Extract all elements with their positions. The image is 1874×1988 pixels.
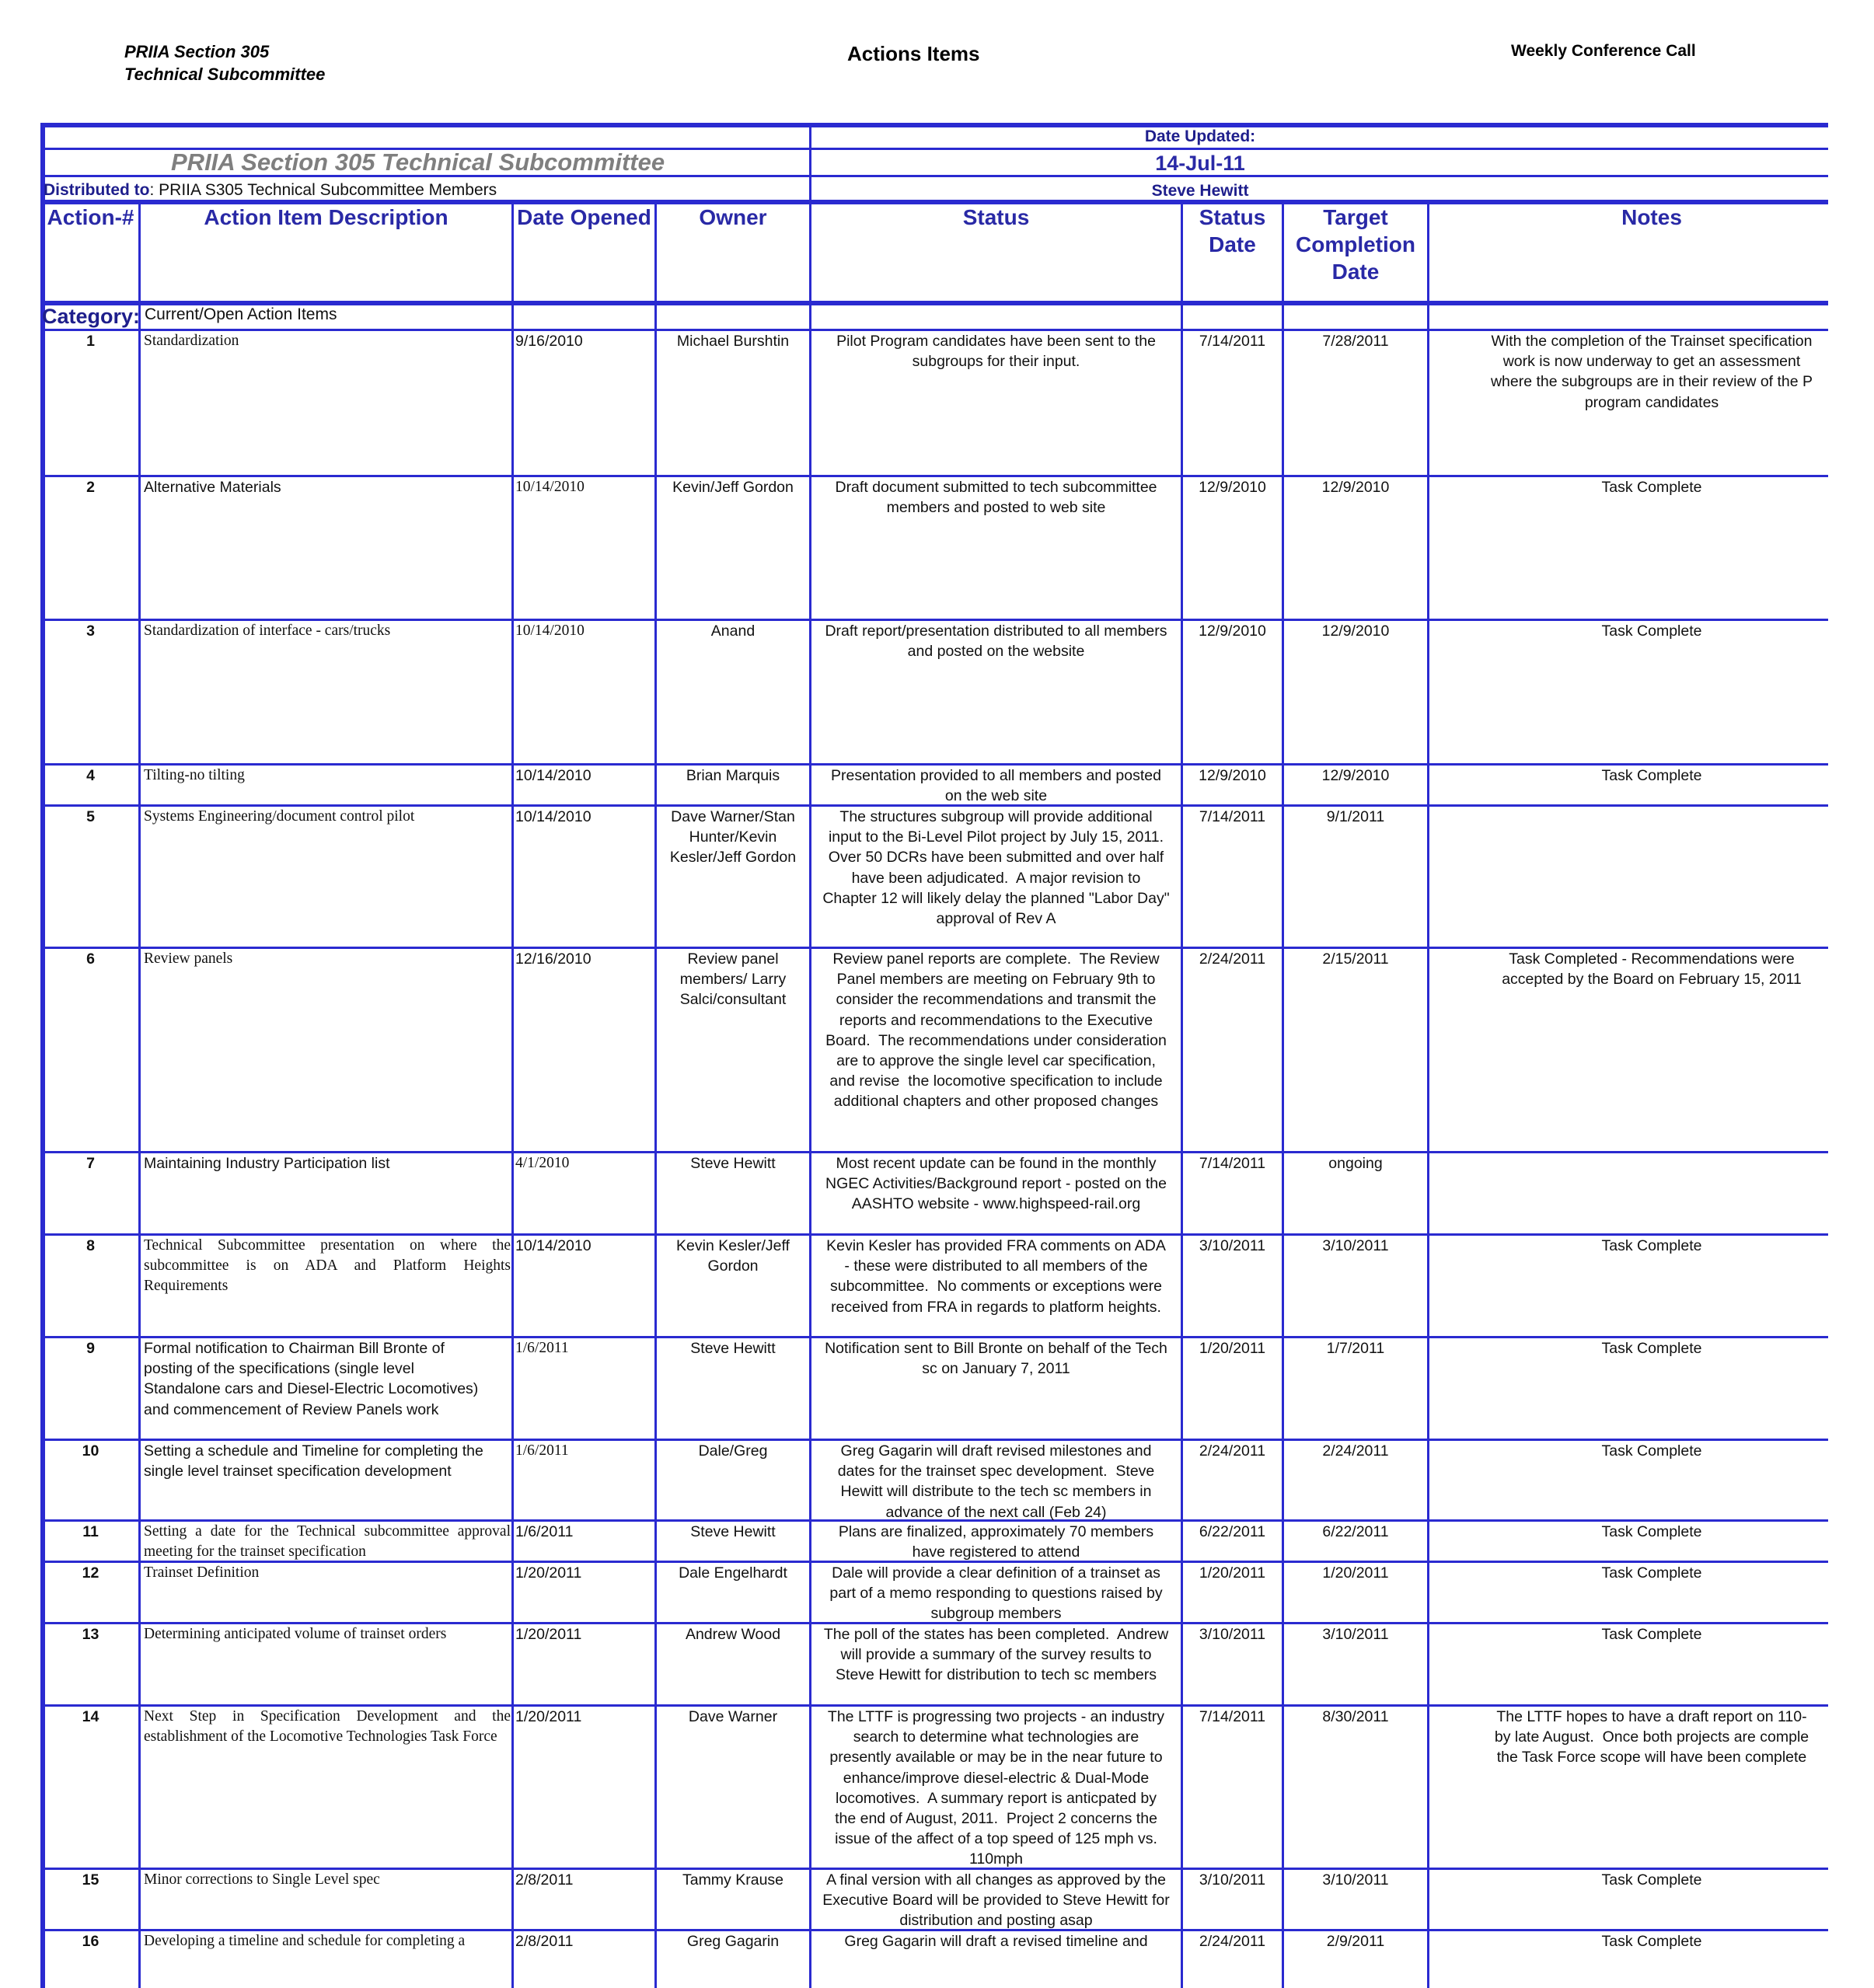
- target-date: 8/30/2011: [1322, 1708, 1389, 1725]
- action-number: 11: [82, 1523, 99, 1540]
- date-opened: 1/6/2011: [515, 1523, 574, 1540]
- owner: Dave Warner/Stan Hunter/Kevin Kesler/Jeff Gordon: [669, 808, 797, 867]
- action-number: 5: [86, 808, 95, 825]
- date-opened: 2/8/2011: [515, 1871, 574, 1889]
- action-number: 12: [82, 1564, 99, 1582]
- target-date: 1/20/2011: [1322, 1564, 1389, 1582]
- notes: Task Complete: [1601, 1237, 1702, 1254]
- status-date: 2/24/2011: [1199, 1442, 1266, 1460]
- action-items-sheet: [40, 123, 1828, 1988]
- notes: Task Complete: [1601, 1933, 1702, 1950]
- notes: Task Complete: [1601, 1871, 1702, 1889]
- notes: Task Complete: [1601, 1442, 1702, 1460]
- status-text: Dale will provide a clear definition of a trainset as part of a memo responding to questions raised by subgroup members: [829, 1564, 1163, 1623]
- target-date: 3/10/2011: [1322, 1871, 1389, 1889]
- date-opened: 1/20/2011: [515, 1708, 582, 1725]
- status-date: 3/10/2011: [1199, 1237, 1266, 1254]
- target-date: 6/22/2011: [1322, 1523, 1389, 1540]
- page-title: Actions Items: [847, 42, 980, 65]
- target-date: 7/28/2011: [1322, 333, 1389, 350]
- status-date: 3/10/2011: [1199, 1871, 1266, 1889]
- notes: Task Complete: [1601, 1523, 1702, 1540]
- owner: Steve Hewitt: [690, 1155, 776, 1172]
- notes: Task Complete: [1601, 1340, 1702, 1357]
- status-date: 1/20/2011: [1199, 1340, 1266, 1357]
- owner: Michael Burshtin: [676, 333, 790, 350]
- status-text: The poll of the states has been completed. Andrew will provide a summary of the survey results to Steve Hewitt for distribution to tech sc members: [823, 1626, 1169, 1684]
- page-header-left: [124, 40, 325, 85]
- action-number: 15: [82, 1871, 99, 1889]
- action-number: 4: [86, 767, 95, 784]
- action-number: 10: [82, 1442, 99, 1460]
- header-org: PRIIA Section 305: [124, 42, 270, 61]
- target-date: 12/9/2010: [1321, 623, 1390, 640]
- owner: Tammy Krause: [682, 1871, 784, 1889]
- col-action-number: Action-#: [47, 205, 134, 229]
- action-description: Trainset Definition: [144, 1564, 260, 1581]
- action-description: Next Step in Specification Development and the establishment of the Locomotive Technologies Task Force: [144, 1708, 511, 1746]
- status-text: Greg Gagarin will draft a revised timeline and: [844, 1933, 1148, 1950]
- date-opened: 4/1/2010: [515, 1155, 570, 1171]
- category-label: Category:: [42, 305, 141, 328]
- target-date: 12/9/2010: [1321, 479, 1390, 496]
- status-text: Plans are finalized, approximately 70 members have registered to attend: [838, 1523, 1154, 1561]
- owner: Dave Warner: [688, 1708, 778, 1725]
- target-date: 3/10/2011: [1322, 1237, 1389, 1254]
- action-number: 3: [86, 623, 95, 640]
- target-date: 2/24/2011: [1322, 1442, 1389, 1460]
- date-opened: 10/14/2010: [515, 623, 585, 639]
- col-target-date: Target Completion Date: [1296, 205, 1415, 284]
- owner: Dale/Greg: [698, 1442, 768, 1460]
- status-date: 2/24/2011: [1199, 1933, 1266, 1950]
- action-description: Standardization of interface - cars/trucks: [144, 623, 391, 639]
- target-date: 2/9/2011: [1326, 1933, 1385, 1950]
- notes: Task Complete: [1601, 767, 1702, 784]
- notes: Task Complete: [1601, 1564, 1702, 1582]
- date-opened: 9/16/2010: [515, 333, 583, 350]
- date-opened: 1/20/2011: [515, 1564, 582, 1582]
- header-suborg: Technical Subcommittee: [124, 65, 326, 84]
- date-opened: 12/16/2010: [515, 950, 592, 968]
- status-date: 12/9/2010: [1199, 479, 1266, 496]
- status-date: 12/9/2010: [1199, 623, 1266, 640]
- owner: Steve Hewitt: [690, 1523, 776, 1540]
- date-opened: 2/8/2011: [515, 1933, 574, 1950]
- date-opened: 10/14/2010: [515, 808, 592, 825]
- status-text: Pilot Program candidates have been sent to the subgroups for their input.: [836, 333, 1156, 371]
- action-number: 16: [82, 1933, 99, 1950]
- status-date: 12/9/2010: [1199, 767, 1266, 784]
- col-notes: Notes: [1621, 205, 1682, 229]
- date-opened: 1/6/2011: [515, 1340, 569, 1356]
- action-number: 6: [86, 950, 95, 968]
- target-date: 9/1/2011: [1326, 808, 1385, 825]
- owner: Andrew Wood: [685, 1626, 781, 1643]
- action-number: 9: [86, 1340, 95, 1357]
- col-status-date: Status Date: [1199, 205, 1266, 256]
- action-description: Setting a date for the Technical subcommittee approval meeting for the trainset specification: [144, 1523, 511, 1561]
- col-owner: Owner: [699, 205, 767, 229]
- distributed-value: : PRIIA S305 Technical Subcommittee Members: [149, 181, 497, 199]
- action-number: 13: [82, 1626, 99, 1643]
- target-date: 2/15/2011: [1322, 950, 1389, 968]
- owner: Kevin/Jeff Gordon: [672, 479, 794, 496]
- status-text: Most recent update can be found in the monthly NGEC Activities/Background report - posted on the AASHTO website - www.highspeed-rail.org: [825, 1155, 1167, 1213]
- action-description: Formal notification to Chairman Bill Bronte of posting of the specifications (single level Standalone cars and Diesel-Electric Locomotives) and commencement of Review Panels work: [144, 1340, 479, 1418]
- target-date: 1/7/2011: [1326, 1340, 1385, 1357]
- status-date: 7/14/2011: [1199, 1708, 1266, 1725]
- date-opened: 10/14/2010: [515, 1237, 592, 1254]
- status-text: Notification sent to Bill Bronte on behalf of the Tech sc on January 7, 2011: [825, 1340, 1167, 1378]
- owner: Kevin Kesler/Jeff Gordon: [676, 1237, 790, 1275]
- date-opened: 10/14/2010: [515, 767, 592, 784]
- owner: Dale Engelhardt: [679, 1564, 787, 1582]
- action-description: Developing a timeline and schedule for completing a: [144, 1933, 466, 1949]
- meeting-type: Weekly Conference Call: [1511, 42, 1696, 60]
- status-text: Review panel reports are complete. The Review Panel members are meeting on February 9th to consider the recommendations and transmit the reports and recommendations to the Executive Board. The recommendations under consideration are to approve the single level car specification, and revise the locomotive specification to include additional chapters and other proposed changes: [825, 950, 1167, 1111]
- status-text: The structures subgroup will provide additional input to the Bi-Level Pilot project by July 15, 2011. Over 50 DCRs have been submitted and over half have been adjudicated. A major revision to Chapter 12 will likely delay the planned "Labor Day" approval of Rev A: [822, 808, 1170, 928]
- action-description: Technical Subcommittee presentation on where the subcommittee is on ADA and Platform Heights Requirements: [144, 1237, 511, 1295]
- date-updated-label: Date Updated:: [1144, 127, 1256, 145]
- updated-by: Steve Hewitt: [1151, 182, 1249, 200]
- status-date: 2/24/2011: [1199, 950, 1266, 968]
- action-description: Minor corrections to Single Level spec: [144, 1871, 380, 1888]
- action-number: 1: [86, 333, 95, 350]
- status-date: 1/20/2011: [1199, 1564, 1266, 1582]
- status-text: The LTTF is progressing two projects - an industry search to determine what technologies are presently available or may be in the near future to enhance/improve diesel-electric & Dual-Mode locomotives. A summary report is anticpated by the end of August, 2011. Project 2 concerns the issue of the affect of a top speed of 125 mph vs. 110mph: [827, 1708, 1165, 1868]
- target-date: 3/10/2011: [1322, 1626, 1389, 1643]
- notes: The LTTF hopes to have a draft report on 110- by late August. Once both projects are comple the Task Force scope will have been complete: [1494, 1708, 1809, 1767]
- status-date: 6/22/2011: [1199, 1523, 1266, 1540]
- target-date: 12/9/2010: [1321, 767, 1390, 784]
- owner: Anand: [710, 623, 756, 640]
- col-date-opened: Date Opened: [517, 205, 651, 229]
- action-description: Maintaining Industry Participation list: [144, 1155, 390, 1172]
- action-description: Tilting-no tilting: [144, 767, 245, 783]
- col-status: Status: [962, 205, 1030, 229]
- date-opened: 1/20/2011: [515, 1626, 582, 1643]
- owner: Review panel members/ Larry Salci/consultant: [679, 950, 787, 1009]
- status-date: 7/14/2011: [1199, 808, 1266, 825]
- action-number: 14: [82, 1708, 99, 1725]
- status-text: Kevin Kesler has provided FRA comments on ADA - these were distributed to all members of the subcommittee. No comments or exceptions were received from FRA in regards to platform heights.: [826, 1237, 1166, 1316]
- date-opened: 10/14/2010: [515, 479, 585, 495]
- action-description: Systems Engineering/document control pilot: [144, 808, 415, 825]
- distribution-line: [44, 180, 497, 201]
- notes: Task Completed - Recommendations were accepted by the Board on February 15, 2011: [1502, 950, 1802, 989]
- action-description: Determining anticipated volume of trainset orders: [144, 1626, 447, 1642]
- status-text: Draft document submitted to tech subcommittee members and posted to web site: [835, 479, 1157, 517]
- distributed-label: Distributed to: [44, 181, 150, 199]
- owner: Brian Marquis: [686, 767, 780, 784]
- owner: Greg Gagarin: [686, 1933, 780, 1950]
- date-opened: 1/6/2011: [515, 1442, 569, 1459]
- status-text: Draft report/presentation distributed to all members and posted on the website: [825, 623, 1167, 661]
- status-text: A final version with all changes as approved by the Executive Board will be provided to Steve Hewitt for distribution and posting asap: [822, 1871, 1170, 1930]
- notes: With the completion of the Trainset specification work is now underway to get an assessment where the subgroups are in their review of the P program candidates: [1490, 333, 1813, 411]
- status-text: Presentation provided to all members and posted on the web site: [831, 767, 1161, 805]
- category-value: Current/Open Action Items: [145, 305, 337, 323]
- action-number: 2: [86, 479, 95, 496]
- action-description: Setting a schedule and Timeline for completing the single level trainset specification development: [144, 1442, 483, 1481]
- status-text: Greg Gagarin will draft revised milestones and dates for the trainset spec development. Steve Hewitt will distribute to the tech sc members in advance of the next call (Feb 24): [837, 1442, 1155, 1521]
- status-date: 3/10/2011: [1199, 1626, 1266, 1643]
- action-description: Standardization: [144, 333, 239, 349]
- status-date: 7/14/2011: [1199, 1155, 1266, 1172]
- notes: Task Complete: [1601, 1626, 1702, 1643]
- notes: Task Complete: [1601, 623, 1702, 640]
- target-date: ongoing: [1328, 1155, 1383, 1172]
- action-number: 7: [86, 1155, 95, 1172]
- action-number: 8: [86, 1237, 95, 1254]
- action-description: Alternative Materials: [144, 479, 281, 496]
- notes: Task Complete: [1601, 479, 1702, 496]
- status-date: 7/14/2011: [1199, 333, 1266, 350]
- col-description: Action Item Description: [204, 205, 448, 229]
- date-updated-value: 14-Jul-11: [1155, 152, 1245, 175]
- action-description: Review panels: [144, 950, 233, 967]
- owner: Steve Hewitt: [690, 1340, 776, 1357]
- sheet-title: PRIIA Section 305 Technical Subcommittee: [171, 148, 665, 176]
